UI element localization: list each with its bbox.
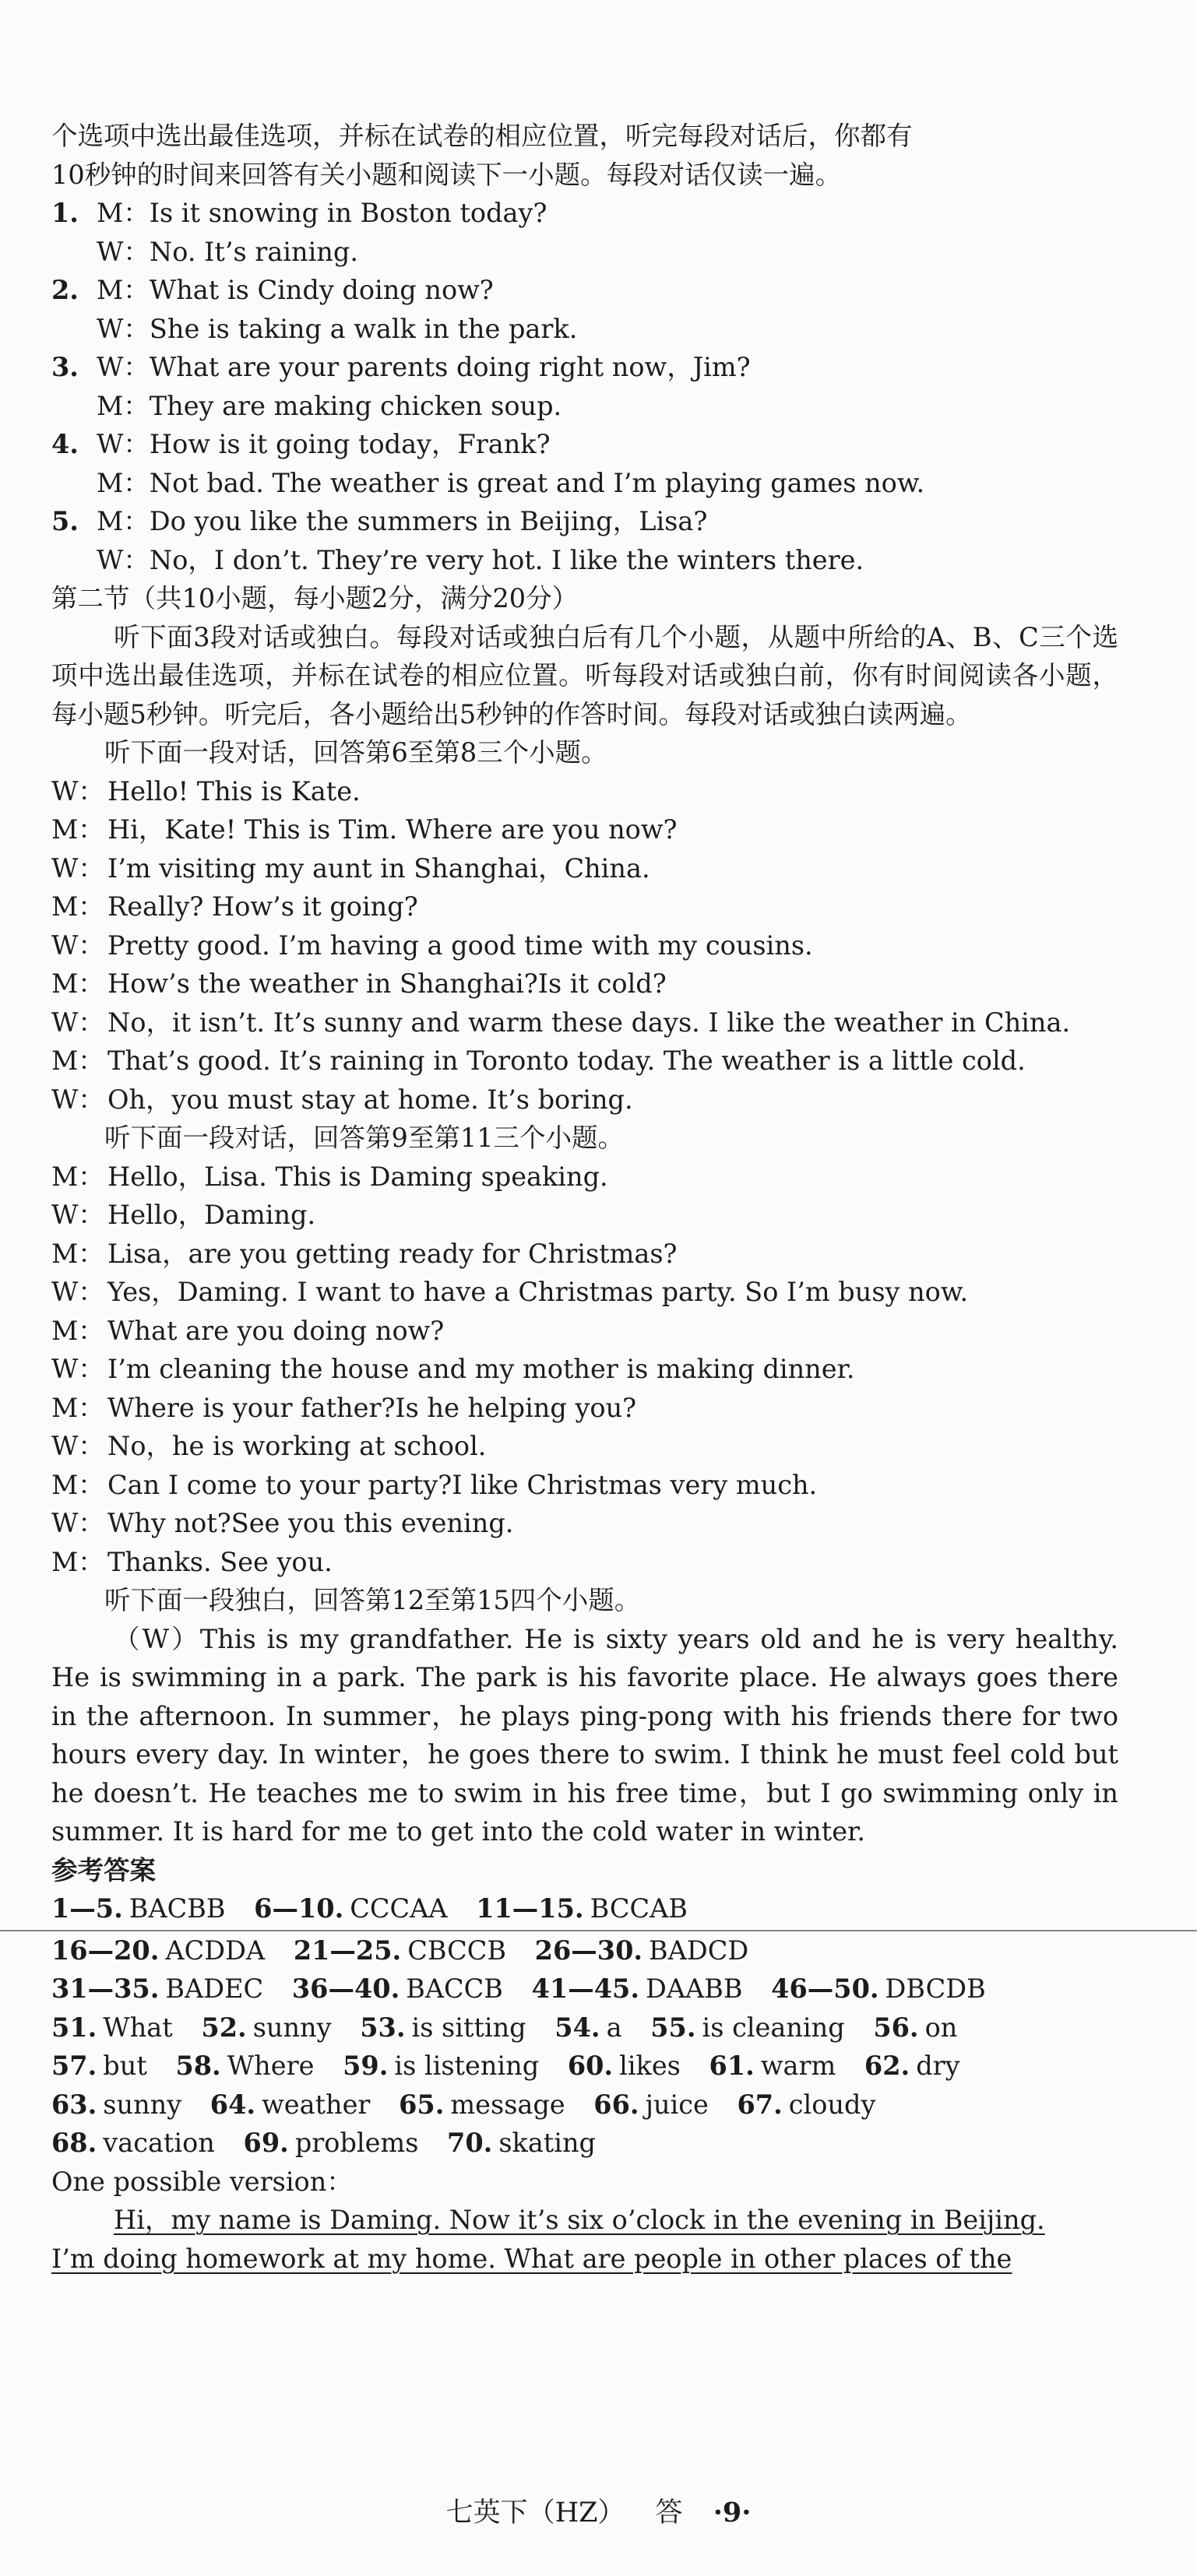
question-3: 3. W：What are your parents doing right now，Jim? bbox=[51, 352, 751, 382]
answers-row: 16—20. ACDDA 21—25. CBCCB 26—30. BADCD bbox=[51, 1935, 749, 1966]
answers-row: 57. but 58. Where 59. is listening 60. likes 61. warm 62. dry bbox=[51, 2051, 960, 2081]
intro-line: 10秒钟的时间来回答有关小题和阅读下一小题。每段对话仅读一遍。 bbox=[51, 159, 842, 190]
dialog1-intro: 听下面一段对话，回答第6至第8三个小题。 bbox=[104, 737, 607, 768]
answers-row: 31—35. BADEC 36—40. BACCB 41—45. DAABB 46—50. DBCDB bbox=[51, 1973, 986, 2004]
book-code: 七英下（HZ） bbox=[445, 2497, 625, 2529]
question-4: 4. W：How is it going today，Frank? bbox=[51, 429, 551, 459]
answers-row: 51. What 52. sunny 53. is sitting 54. a 55. is cleaning 56. on bbox=[51, 2012, 958, 2043]
dialog-line: W： I’m cleaning the house and my mother is making dinner. bbox=[51, 1354, 855, 1384]
question-2-reply: W：She is taking a walk in the park. bbox=[97, 313, 578, 344]
answers-heading: 参考答案 bbox=[51, 1854, 156, 1885]
section-divider bbox=[0, 1930, 1197, 1931]
page-footer bbox=[0, 2491, 1197, 2530]
question-3-reply: M：They are making chicken soup. bbox=[97, 390, 562, 421]
dialog-line: W： Pretty good. I’m having a good time with my cousins. bbox=[51, 930, 813, 961]
dialog-line: W： No，it isn’t. It’s sunny and warm these days. I like the weather in China. bbox=[51, 1007, 1071, 1038]
question-2: 2. M：What is Cindy doing now? bbox=[51, 275, 494, 305]
dialog-line: M： Hi，Kate! This is Tim. Where are you now? bbox=[51, 814, 678, 845]
dialog-line: W： Oh，you must stay at home. It’s boring. bbox=[51, 1084, 633, 1115]
dialog1 bbox=[51, 772, 1118, 1119]
dialog-line: W： I’m visiting my aunt in Shanghai，China. bbox=[51, 852, 650, 884]
section1-dialogs bbox=[51, 194, 1118, 579]
intro-line: 个选项中选出最佳选项，并标在试卷的相应位置，听完每段对话后，你都有 bbox=[51, 121, 913, 151]
dialog-line: W： Hello，Daming. bbox=[51, 1200, 316, 1230]
dialog2 bbox=[51, 1158, 1118, 1582]
question-1-reply: W：No. It’s raining. bbox=[97, 236, 358, 267]
version-label: One possible version： bbox=[51, 2166, 353, 2197]
question-1: 1. M：Is it snowing in Boston today? bbox=[51, 198, 547, 228]
question-5: 5. M：Do you like the summers in Beijing，Lisa? bbox=[51, 506, 708, 536]
essay-line: I’m doing homework at my home. What are people in other places of the bbox=[51, 2243, 1012, 2274]
dialog-line: W： Yes，Daming. I want to have a Christmas party. So I’m busy now. bbox=[51, 1277, 969, 1307]
section2-heading: 第二节（共10小题，每小题2分，满分20分） bbox=[51, 583, 579, 613]
dialog-line: M： Can I come to your party?I like Christmas very much. bbox=[51, 1469, 818, 1500]
answers-row: 1—5. BACBB 6—10. CCCAA 11—15. BCCAB bbox=[51, 1893, 688, 1924]
answers-row: 68. vacation 69. problems 70. skating bbox=[51, 2128, 597, 2158]
dialog-line: M： Really? How’s it going? bbox=[51, 891, 418, 922]
dialog-line: M： Thanks. See you. bbox=[51, 1546, 333, 1577]
question-4-reply: M：Not bad. The weather is great and I’m playing games now. bbox=[97, 467, 925, 498]
monologue-intro: 听下面一段独白，回答第12至第15四个小题。 bbox=[104, 1585, 641, 1615]
question-5-reply: W：No，I don’t. They’re very hot. I like the winters there. bbox=[97, 544, 864, 575]
section2-instructions: 听下面3段对话或独白。每段对话或独白后有几个小题，从题中所给的A、B、C三个选项中选出最佳选项，并标在试卷的相应位置。听每段对话或独白前，你有时间阅读各小题，每小题5秒钟。听完后，各小题给出5秒钟的作答时间。每段对话或独白读两遍。 bbox=[51, 621, 1118, 729]
dialog-line: M： That’s good. It’s raining in Toronto today. The weather is a little cold. bbox=[51, 1046, 1026, 1076]
dialog2-intro: 听下面一段对话，回答第9至第11三个小题。 bbox=[104, 1123, 624, 1153]
dialog-line: M： How’s the weather in Shanghai?Is it cold? bbox=[51, 968, 667, 999]
dialog-line: W： Hello! This is Kate. bbox=[51, 775, 361, 807]
answers-row: 63. sunny 64. weather 65. message 66. juice 67. cloudy bbox=[51, 2089, 876, 2120]
page-content bbox=[51, 117, 1118, 2278]
essay-line: Hi，my name is Daming. Now it’s six o’clock in the evening in Beijing. bbox=[114, 2205, 1045, 2235]
dialog-line: W： No，he is working at school. bbox=[51, 1431, 487, 1461]
dialog-line: M： Lisa，are you getting ready for Christmas? bbox=[51, 1238, 678, 1269]
monologue-text: （W）This is my grandfather. He is sixty years old and he is very healthy. He is swimming in a park. The park is his favorite place. He always goes there in the afternoon. In summer，he plays ping-pong with his friends there for two hours every day. In winter，he goes there to swim. I think he must feel cold but he doesn’t. He teaches me to swim in his free time，but I go swimming only in summer. It is hard for me to get into the cold water in winter. bbox=[51, 1623, 1118, 1847]
answer-label: 答 bbox=[655, 2497, 683, 2529]
dialog-line: W： Why not?See you this evening. bbox=[51, 1508, 514, 1538]
dialog-line: M： Hello，Lisa. This is Daming speaking. bbox=[51, 1161, 608, 1192]
dialog-line: M： What are you doing now? bbox=[51, 1315, 445, 1346]
page-number: ·9· bbox=[713, 2497, 752, 2529]
dialog-line: M： Where is your father?Is he helping you? bbox=[51, 1392, 637, 1423]
